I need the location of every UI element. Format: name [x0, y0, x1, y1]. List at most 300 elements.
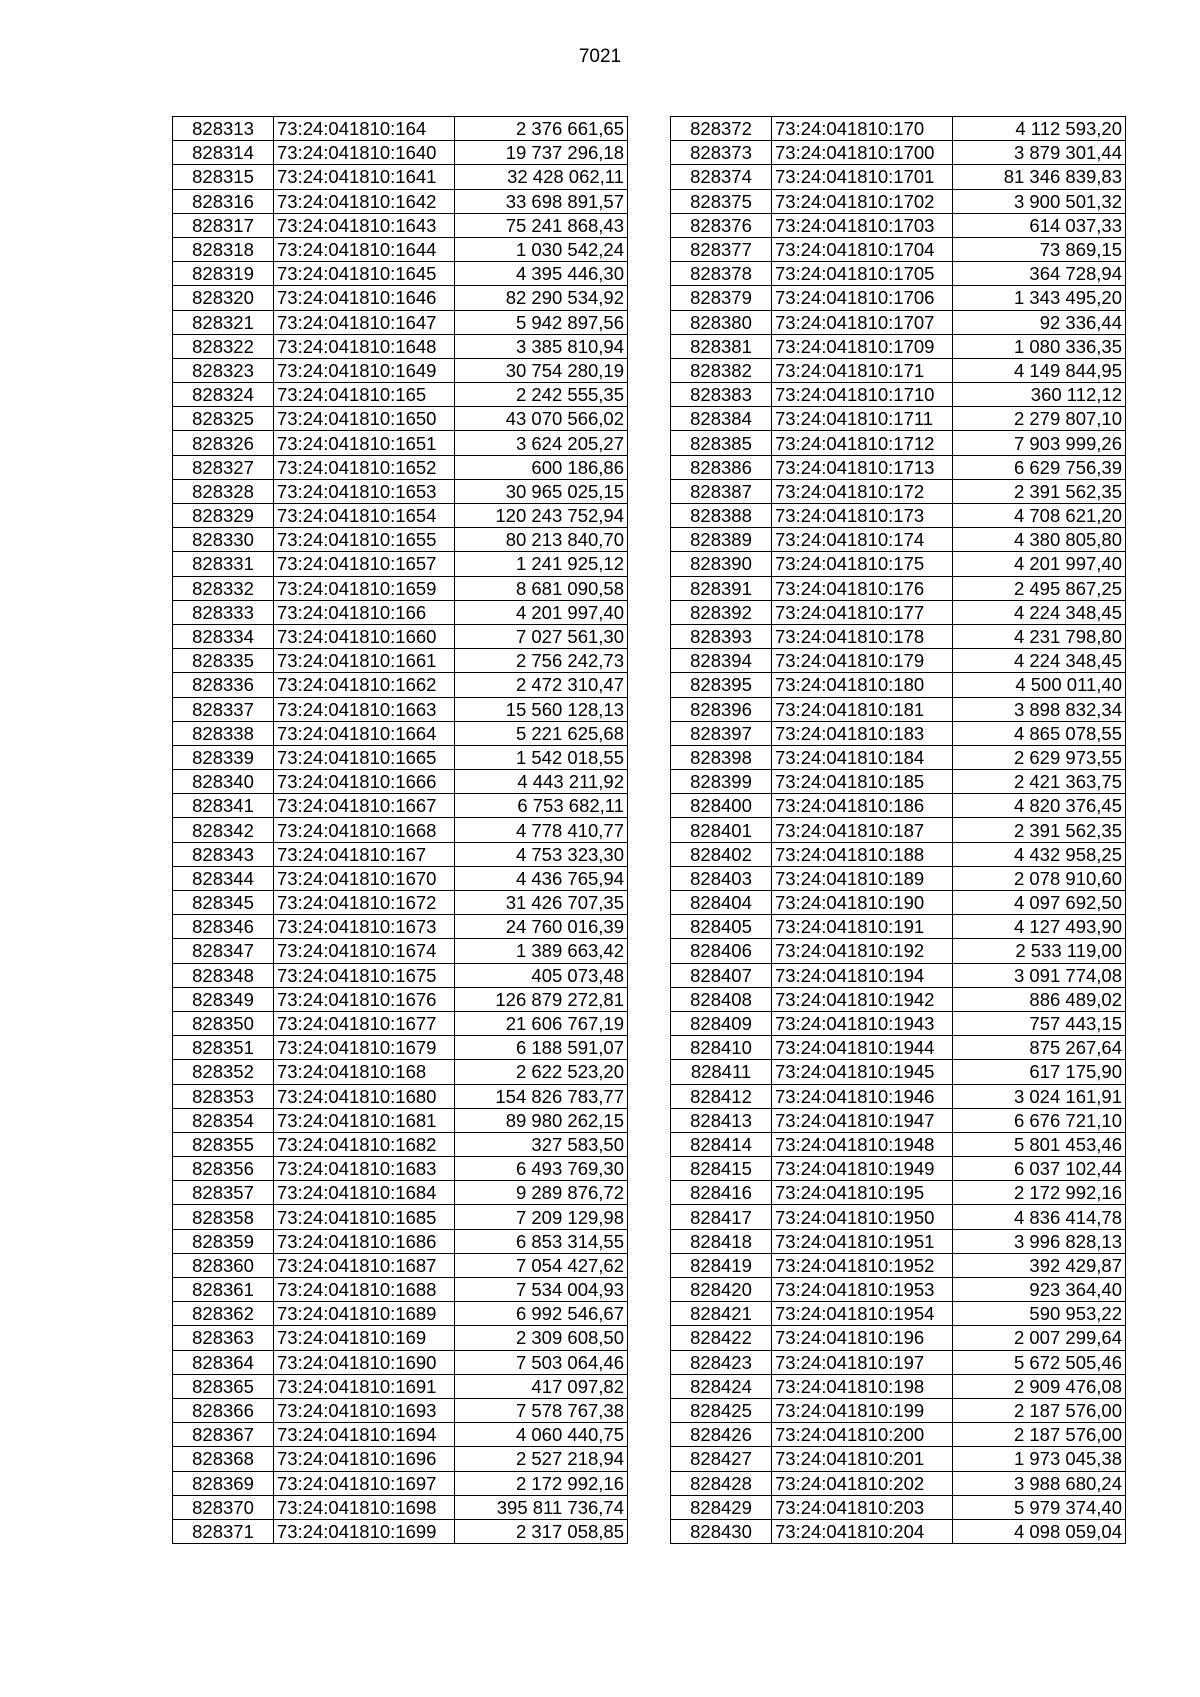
- cell-value: 364 728,94: [953, 262, 1126, 286]
- cell-cadastral-number: 73:24:041810:197: [772, 1350, 953, 1374]
- cell-cadastral-number: 73:24:041810:1668: [274, 818, 455, 842]
- cell-id: 828382: [671, 358, 772, 382]
- table-row: [671, 891, 1126, 915]
- cell-value: 5 801 453,46: [953, 1132, 1126, 1156]
- cell-value: 6 037 102,44: [953, 1157, 1126, 1181]
- cell-id: 828364: [173, 1350, 274, 1374]
- cell-value: 4 708 621,20: [953, 504, 1126, 528]
- cell-id: 828376: [671, 213, 772, 237]
- cell-value: 4 443 211,92: [455, 770, 628, 794]
- table-row: [173, 1011, 628, 1035]
- cell-value: 4 753 323,30: [455, 842, 628, 866]
- cell-value: 6 753 682,11: [455, 794, 628, 818]
- cell-id: 828345: [173, 891, 274, 915]
- cell-id: 828401: [671, 818, 772, 842]
- cell-id: 828408: [671, 987, 772, 1011]
- cell-value: 1 080 336,35: [953, 334, 1126, 358]
- table-row: [173, 552, 628, 576]
- cell-value: 6 853 314,55: [455, 1229, 628, 1253]
- table-row: [671, 721, 1126, 745]
- cell-id: 828358: [173, 1205, 274, 1229]
- cell-cadastral-number: 73:24:041810:1684: [274, 1181, 455, 1205]
- table-row: [173, 504, 628, 528]
- table-row: [173, 1229, 628, 1253]
- cell-id: 828323: [173, 358, 274, 382]
- cell-value: 1 343 495,20: [953, 286, 1126, 310]
- cell-id: 828402: [671, 842, 772, 866]
- cell-value: 2 187 576,00: [953, 1398, 1126, 1422]
- table-row: [671, 165, 1126, 189]
- cell-cadastral-number: 73:24:041810:170: [772, 117, 953, 141]
- cell-value: 126 879 272,81: [455, 987, 628, 1011]
- cell-value: 3 385 810,94: [455, 334, 628, 358]
- cell-value: 5 672 505,46: [953, 1350, 1126, 1374]
- cell-value: 2 421 363,75: [953, 770, 1126, 794]
- table-row: [173, 358, 628, 382]
- cell-cadastral-number: 73:24:041810:1676: [274, 987, 455, 1011]
- cell-value: 19 737 296,18: [455, 141, 628, 165]
- cell-id: 828351: [173, 1036, 274, 1060]
- cell-cadastral-number: 73:24:041810:164: [274, 117, 455, 141]
- table-row: [173, 310, 628, 334]
- cell-value: 327 583,50: [455, 1132, 628, 1156]
- cell-id: 828321: [173, 310, 274, 334]
- cell-value: 7 903 999,26: [953, 431, 1126, 455]
- cell-value: 31 426 707,35: [455, 891, 628, 915]
- table-row: [671, 262, 1126, 286]
- cell-cadastral-number: 73:24:041810:1670: [274, 866, 455, 890]
- table-row: [173, 794, 628, 818]
- cell-value: 4 112 593,20: [953, 117, 1126, 141]
- cell-cadastral-number: 73:24:041810:1645: [274, 262, 455, 286]
- cell-value: 4 500 011,40: [953, 673, 1126, 697]
- table-row: [173, 915, 628, 939]
- cell-id: 828341: [173, 794, 274, 818]
- cell-id: 828352: [173, 1060, 274, 1084]
- cell-value: 3 879 301,44: [953, 141, 1126, 165]
- cell-id: 828412: [671, 1084, 772, 1108]
- cell-cadastral-number: 73:24:041810:1698: [274, 1495, 455, 1519]
- table-row: [671, 1205, 1126, 1229]
- cell-id: 828374: [671, 165, 772, 189]
- cell-value: 7 503 064,46: [455, 1350, 628, 1374]
- table-row: [671, 649, 1126, 673]
- cell-id: 828427: [671, 1447, 772, 1471]
- cell-id: 828392: [671, 600, 772, 624]
- cell-cadastral-number: 73:24:041810:1697: [274, 1471, 455, 1495]
- table-row: [671, 1084, 1126, 1108]
- cell-cadastral-number: 73:24:041810:199: [772, 1398, 953, 1422]
- cell-id: 828394: [671, 649, 772, 673]
- cell-id: 828333: [173, 600, 274, 624]
- cell-cadastral-number: 73:24:041810:201: [772, 1447, 953, 1471]
- cell-value: 1 542 018,55: [455, 745, 628, 769]
- cell-cadastral-number: 73:24:041810:1943: [772, 1011, 953, 1035]
- cell-cadastral-number: 73:24:041810:1650: [274, 407, 455, 431]
- cell-cadastral-number: 73:24:041810:1710: [772, 383, 953, 407]
- cell-id: 828367: [173, 1423, 274, 1447]
- cell-value: 757 443,15: [953, 1011, 1126, 1035]
- table-row: [173, 1302, 628, 1326]
- cell-id: 828318: [173, 237, 274, 261]
- cell-id: 828393: [671, 624, 772, 648]
- cell-id: 828420: [671, 1278, 772, 1302]
- table-row: [173, 528, 628, 552]
- table-row: [671, 1374, 1126, 1398]
- cell-value: 4 149 844,95: [953, 358, 1126, 382]
- table-row: [173, 431, 628, 455]
- table-row: [671, 237, 1126, 261]
- cell-value: 154 826 783,77: [455, 1084, 628, 1108]
- cell-cadastral-number: 73:24:041810:1654: [274, 504, 455, 528]
- cell-value: 1 030 542,24: [455, 237, 628, 261]
- cell-id: 828384: [671, 407, 772, 431]
- cell-id: 828334: [173, 624, 274, 648]
- cell-cadastral-number: 73:24:041810:1679: [274, 1036, 455, 1060]
- cell-value: 7 027 561,30: [455, 624, 628, 648]
- cell-cadastral-number: 73:24:041810:1946: [772, 1084, 953, 1108]
- cell-cadastral-number: 73:24:041810:1688: [274, 1278, 455, 1302]
- cell-cadastral-number: 73:24:041810:1647: [274, 310, 455, 334]
- cell-id: 828326: [173, 431, 274, 455]
- table-row: [173, 237, 628, 261]
- table-row: [671, 987, 1126, 1011]
- cell-cadastral-number: 73:24:041810:1652: [274, 455, 455, 479]
- cell-cadastral-number: 73:24:041810:1951: [772, 1229, 953, 1253]
- cell-id: 828409: [671, 1011, 772, 1035]
- cell-value: 4 127 493,90: [953, 915, 1126, 939]
- cell-value: 1 389 663,42: [455, 939, 628, 963]
- cell-value: 2 172 992,16: [455, 1471, 628, 1495]
- table-row: [173, 1278, 628, 1302]
- cell-id: 828313: [173, 117, 274, 141]
- cell-value: 82 290 534,92: [455, 286, 628, 310]
- cell-cadastral-number: 73:24:041810:1677: [274, 1011, 455, 1035]
- cell-cadastral-number: 73:24:041810:177: [772, 600, 953, 624]
- table-row: [671, 431, 1126, 455]
- cell-value: 923 364,40: [953, 1278, 1126, 1302]
- cell-cadastral-number: 73:24:041810:1672: [274, 891, 455, 915]
- cell-id: 828430: [671, 1519, 772, 1543]
- cell-id: 828372: [671, 117, 772, 141]
- table-row: [173, 1447, 628, 1471]
- cell-id: 828404: [671, 891, 772, 915]
- cell-id: 828328: [173, 479, 274, 503]
- table-row: [173, 1108, 628, 1132]
- table-row: [671, 213, 1126, 237]
- cell-cadastral-number: 73:24:041810:185: [772, 770, 953, 794]
- cell-value: 2 472 310,47: [455, 673, 628, 697]
- cell-id: 828336: [173, 673, 274, 697]
- cell-id: 828399: [671, 770, 772, 794]
- cell-value: 4 380 805,80: [953, 528, 1126, 552]
- cell-id: 828315: [173, 165, 274, 189]
- cell-id: 828417: [671, 1205, 772, 1229]
- cell-cadastral-number: 73:24:041810:1663: [274, 697, 455, 721]
- table-row: [671, 117, 1126, 141]
- table-row: [173, 1036, 628, 1060]
- table-row: [173, 479, 628, 503]
- cell-id: 828322: [173, 334, 274, 358]
- cell-id: 828339: [173, 745, 274, 769]
- cell-value: 120 243 752,94: [455, 504, 628, 528]
- cell-value: 21 606 767,19: [455, 1011, 628, 1035]
- cell-id: 828429: [671, 1495, 772, 1519]
- cell-value: 3 900 501,32: [953, 189, 1126, 213]
- cell-cadastral-number: 73:24:041810:1949: [772, 1157, 953, 1181]
- table-row: [671, 1181, 1126, 1205]
- cell-id: 828347: [173, 939, 274, 963]
- cell-cadastral-number: 73:24:041810:175: [772, 552, 953, 576]
- cell-value: 614 037,33: [953, 213, 1126, 237]
- cell-value: 4 060 440,75: [455, 1423, 628, 1447]
- cell-id: 828391: [671, 576, 772, 600]
- cell-id: 828424: [671, 1374, 772, 1398]
- cell-cadastral-number: 73:24:041810:178: [772, 624, 953, 648]
- cell-cadastral-number: 73:24:041810:167: [274, 842, 455, 866]
- cell-value: 2 242 555,35: [455, 383, 628, 407]
- table-row: [671, 770, 1126, 794]
- cell-cadastral-number: 73:24:041810:1662: [274, 673, 455, 697]
- cell-cadastral-number: 73:24:041810:1704: [772, 237, 953, 261]
- cell-cadastral-number: 73:24:041810:166: [274, 600, 455, 624]
- cell-id: 828395: [671, 673, 772, 697]
- table-row: [173, 1060, 628, 1084]
- cell-value: 2 187 576,00: [953, 1423, 1126, 1447]
- cell-cadastral-number: 73:24:041810:181: [772, 697, 953, 721]
- cell-value: 33 698 891,57: [455, 189, 628, 213]
- table-row: [173, 891, 628, 915]
- cell-cadastral-number: 73:24:041810:1661: [274, 649, 455, 673]
- cell-cadastral-number: 73:24:041810:1683: [274, 1157, 455, 1181]
- table-left: [172, 116, 628, 1544]
- table-row: [671, 1519, 1126, 1543]
- cell-cadastral-number: 73:24:041810:1953: [772, 1278, 953, 1302]
- cell-value: 89 980 262,15: [455, 1108, 628, 1132]
- table-row: [671, 141, 1126, 165]
- cell-value: 6 493 769,30: [455, 1157, 628, 1181]
- cell-id: 828380: [671, 310, 772, 334]
- cell-id: 828419: [671, 1253, 772, 1277]
- cell-value: 2 317 058,85: [455, 1519, 628, 1543]
- table-row: [671, 963, 1126, 987]
- table-row: [671, 1495, 1126, 1519]
- table-row: [173, 600, 628, 624]
- cell-id: 828344: [173, 866, 274, 890]
- cell-value: 2 078 910,60: [953, 866, 1126, 890]
- cell-cadastral-number: 73:24:041810:1657: [274, 552, 455, 576]
- cell-cadastral-number: 73:24:041810:165: [274, 383, 455, 407]
- cell-cadastral-number: 73:24:041810:1665: [274, 745, 455, 769]
- cell-cadastral-number: 73:24:041810:1696: [274, 1447, 455, 1471]
- cell-value: 3 624 205,27: [455, 431, 628, 455]
- cell-id: 828377: [671, 237, 772, 261]
- cell-cadastral-number: 73:24:041810:1691: [274, 1374, 455, 1398]
- table-left-body: [173, 117, 628, 1544]
- cell-id: 828316: [173, 189, 274, 213]
- table-row: [173, 262, 628, 286]
- table-row: [173, 939, 628, 963]
- cell-cadastral-number: 73:24:041810:184: [772, 745, 953, 769]
- cell-value: 4 098 059,04: [953, 1519, 1126, 1543]
- cell-value: 4 395 446,30: [455, 262, 628, 286]
- cell-id: 828403: [671, 866, 772, 890]
- cell-id: 828383: [671, 383, 772, 407]
- table-row: [173, 117, 628, 141]
- table-row: [173, 1132, 628, 1156]
- table-row: [173, 141, 628, 165]
- table-row: [671, 745, 1126, 769]
- cell-value: 2 172 992,16: [953, 1181, 1126, 1205]
- table-row: [173, 987, 628, 1011]
- cell-cadastral-number: 73:24:041810:1702: [772, 189, 953, 213]
- cell-cadastral-number: 73:24:041810:1947: [772, 1108, 953, 1132]
- cell-id: 828348: [173, 963, 274, 987]
- table-row: [173, 818, 628, 842]
- cell-id: 828361: [173, 1278, 274, 1302]
- cell-value: 8 681 090,58: [455, 576, 628, 600]
- cell-id: 828369: [173, 1471, 274, 1495]
- cell-value: 92 336,44: [953, 310, 1126, 334]
- cell-cadastral-number: 73:24:041810:1651: [274, 431, 455, 455]
- cell-cadastral-number: 73:24:041810:196: [772, 1326, 953, 1350]
- table-row: [173, 963, 628, 987]
- cell-cadastral-number: 73:24:041810:1682: [274, 1132, 455, 1156]
- cell-cadastral-number: 73:24:041810:168: [274, 1060, 455, 1084]
- cell-value: 7 054 427,62: [455, 1253, 628, 1277]
- cell-id: 828362: [173, 1302, 274, 1326]
- cell-value: 2 495 867,25: [953, 576, 1126, 600]
- cell-id: 828368: [173, 1447, 274, 1471]
- cell-id: 828381: [671, 334, 772, 358]
- cell-cadastral-number: 73:24:041810:1674: [274, 939, 455, 963]
- table-row: [671, 1471, 1126, 1495]
- table-row: [671, 552, 1126, 576]
- cell-id: 828320: [173, 286, 274, 310]
- table-row: [173, 1181, 628, 1205]
- cell-value: 30 965 025,15: [455, 479, 628, 503]
- cell-id: 828397: [671, 721, 772, 745]
- cell-value: 5 979 374,40: [953, 1495, 1126, 1519]
- cell-id: 828329: [173, 504, 274, 528]
- cell-value: 6 629 756,39: [953, 455, 1126, 479]
- cell-id: 828406: [671, 939, 772, 963]
- cell-value: 43 070 566,02: [455, 407, 628, 431]
- cell-value: 4 224 348,45: [953, 649, 1126, 673]
- cell-id: 828421: [671, 1302, 772, 1326]
- cell-value: 7 209 129,98: [455, 1205, 628, 1229]
- cell-cadastral-number: 73:24:041810:1660: [274, 624, 455, 648]
- cell-id: 828360: [173, 1253, 274, 1277]
- cell-cadastral-number: 73:24:041810:1709: [772, 334, 953, 358]
- cell-id: 828378: [671, 262, 772, 286]
- table-row: [671, 286, 1126, 310]
- table-row: [173, 334, 628, 358]
- cell-id: 828418: [671, 1229, 772, 1253]
- cell-cadastral-number: 73:24:041810:198: [772, 1374, 953, 1398]
- cell-value: 73 869,15: [953, 237, 1126, 261]
- table-row: [173, 1084, 628, 1108]
- cell-cadastral-number: 73:24:041810:180: [772, 673, 953, 697]
- cell-cadastral-number: 73:24:041810:194: [772, 963, 953, 987]
- cell-id: 828386: [671, 455, 772, 479]
- cell-cadastral-number: 73:24:041810:1648: [274, 334, 455, 358]
- table-row: [173, 673, 628, 697]
- cell-value: 32 428 062,11: [455, 165, 628, 189]
- cell-id: 828428: [671, 1471, 772, 1495]
- cell-value: 2 376 661,65: [455, 117, 628, 141]
- table-row: [173, 721, 628, 745]
- cell-cadastral-number: 73:24:041810:1685: [274, 1205, 455, 1229]
- cell-cadastral-number: 73:24:041810:1703: [772, 213, 953, 237]
- table-row: [173, 1423, 628, 1447]
- table-row: [671, 383, 1126, 407]
- page-number: 7021: [578, 46, 622, 67]
- cell-cadastral-number: 73:24:041810:1659: [274, 576, 455, 600]
- cell-id: 828350: [173, 1011, 274, 1035]
- cell-cadastral-number: 73:24:041810:1706: [772, 286, 953, 310]
- table-row: [173, 1495, 628, 1519]
- table-row: [671, 1132, 1126, 1156]
- cell-id: 828405: [671, 915, 772, 939]
- cell-id: 828317: [173, 213, 274, 237]
- table-row: [671, 407, 1126, 431]
- cell-value: 417 097,82: [455, 1374, 628, 1398]
- cell-cadastral-number: 73:24:041810:204: [772, 1519, 953, 1543]
- table-row: [173, 1350, 628, 1374]
- cell-value: 2 756 242,73: [455, 649, 628, 673]
- table-row: [671, 794, 1126, 818]
- cell-cadastral-number: 73:24:041810:183: [772, 721, 953, 745]
- cell-cadastral-number: 73:24:041810:189: [772, 866, 953, 890]
- cell-cadastral-number: 73:24:041810:1713: [772, 455, 953, 479]
- cell-value: 600 186,86: [455, 455, 628, 479]
- cell-cadastral-number: 73:24:041810:190: [772, 891, 953, 915]
- cell-cadastral-number: 73:24:041810:203: [772, 1495, 953, 1519]
- cell-value: 5 942 897,56: [455, 310, 628, 334]
- cell-value: 4 224 348,45: [953, 600, 1126, 624]
- cell-cadastral-number: 73:24:041810:176: [772, 576, 953, 600]
- table-row: [173, 189, 628, 213]
- cell-id: 828314: [173, 141, 274, 165]
- table-row: [671, 1423, 1126, 1447]
- table-row: [173, 1471, 628, 1495]
- cell-id: 828379: [671, 286, 772, 310]
- cell-value: 24 760 016,39: [455, 915, 628, 939]
- table-row: [671, 1253, 1126, 1277]
- cell-value: 6 992 546,67: [455, 1302, 628, 1326]
- cell-cadastral-number: 73:24:041810:1701: [772, 165, 953, 189]
- cell-id: 828366: [173, 1398, 274, 1422]
- cell-cadastral-number: 73:24:041810:1642: [274, 189, 455, 213]
- table-row: [173, 455, 628, 479]
- table-row: [671, 1036, 1126, 1060]
- cell-id: 828365: [173, 1374, 274, 1398]
- cell-value: 4 836 414,78: [953, 1205, 1126, 1229]
- cell-value: 5 221 625,68: [455, 721, 628, 745]
- cell-cadastral-number: 73:24:041810:1944: [772, 1036, 953, 1060]
- cell-cadastral-number: 73:24:041810:1952: [772, 1253, 953, 1277]
- table-row: [671, 673, 1126, 697]
- cell-cadastral-number: 73:24:041810:1681: [274, 1108, 455, 1132]
- cell-value: 15 560 128,13: [455, 697, 628, 721]
- cell-value: 4 820 376,45: [953, 794, 1126, 818]
- table-row: [671, 189, 1126, 213]
- cell-id: 828349: [173, 987, 274, 1011]
- cell-id: 828332: [173, 576, 274, 600]
- cell-id: 828400: [671, 794, 772, 818]
- cell-id: 828327: [173, 455, 274, 479]
